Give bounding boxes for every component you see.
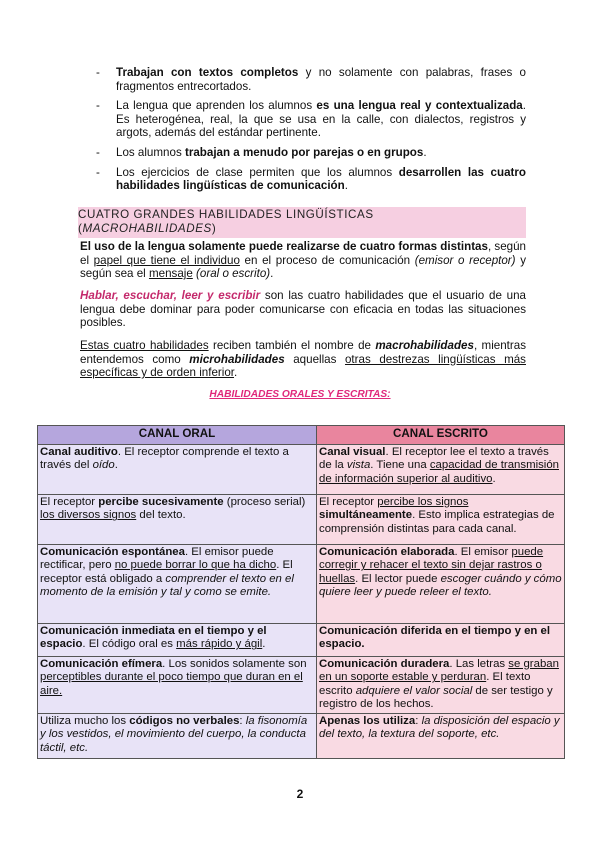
bold-italic-text: microhabilidades [189,352,285,366]
bold-text: Comunicación inmediata en el tiempo y el espacio [40,625,267,651]
bullet-dash: - [96,66,100,79]
table-row [38,445,565,495]
text: . [492,472,496,485]
underlined-text: Estas cuatro habilidades [80,339,209,352]
text: . El texto escrito [319,671,531,697]
text: , mientras entendemos como [80,339,527,366]
text: . [114,459,118,472]
text: : [239,715,246,727]
text: . El lector puede [355,572,441,585]
text: El receptor [40,496,99,508]
italic-text: (oral o escrito) [196,267,271,281]
cell-escrito [317,445,565,495]
italic-text: la fisonomía y los vestidos, el movimiento del cuerpo, la conducta táctil, etc. [40,715,308,754]
bold-text: El uso de la lengua solamente puede realizarse de cuatro formas distintas [80,240,488,253]
text: reciben también el nombre de [208,339,376,352]
cell-escrito [317,714,565,759]
text: : [415,715,422,727]
bold-text: Comunicación espontánea [40,546,185,558]
bold-text: simultáneamente [319,509,413,522]
text: . Esto implica estrategias de comprensión distintas para cada canal. [319,509,555,535]
text: . El emisor [454,546,512,558]
text: del texto. [136,509,186,522]
table-row [38,714,565,759]
text: (proceso serial) [223,496,306,508]
text: aquellas [284,352,345,366]
paren: ) [211,221,217,235]
text: . El código oral es [82,638,177,651]
cell-oral [38,657,317,714]
text: . El emisor puede rectificar, pero [40,546,274,572]
text: . El receptor comprende el texto a través del [40,446,289,472]
header-canal-oral: CANAL ORAL [38,426,317,445]
bold-text: Comunicación efímera [40,658,163,670]
underlined-text: los diversos signos [40,509,137,522]
bold-text: trabajan a menudo por parejas o en grupos [184,145,424,159]
underlined-text: más rápido y ágil [176,638,263,651]
paren: ( [78,221,83,235]
text: . Tiene una [370,459,430,472]
highlight-text: Hablar, escuchar, leer y escribir [80,289,261,302]
header-canal-escrito: CANAL ESCRITO [317,426,565,445]
text: . Es heterogénea, real, la que se usa en la calle, con dialectos, registros y argots, además del estándar pertinente. [116,99,526,140]
underlined-text: se graban en un soporte estable y perduran [319,658,559,684]
cell-oral [38,445,317,495]
section-heading-subtitle: MACROHABILIDADES [82,221,212,235]
cell-escrito [317,545,565,624]
italic-text: oído [92,459,115,472]
text: . [270,267,274,281]
bullet-list [96,66,526,199]
text: . [344,179,348,193]
text: en el proceso de comunicación [239,253,415,267]
bullet-dash: - [96,165,100,179]
cell-escrito [317,495,565,545]
page-number: 2 [296,787,304,801]
table-row [38,545,565,624]
cell-oral [38,624,317,657]
list-item [96,99,526,140]
text: son las cuatro habilidades que el usuario de una lengua debe dominar para poder comunicarse con eficacia en todas las situaciones posibles. [80,289,526,330]
text: Utiliza mucho los [40,715,130,727]
italic-text: la disposición del espacio y del texto, la textura del soporte, etc. [319,715,560,741]
bold-text: desarrollen las cuatro habilidades lingüísticas de comunicación [116,165,526,193]
bold-text: Trabajan con textos completos [116,66,299,79]
underlined-text: otras destrezas lingüísticas más específicas y de orden inferior [80,352,526,380]
bold-text: percibe sucesivamente [98,496,224,508]
text: . El receptor lee el texto a través de la [319,446,549,472]
text: . [262,638,266,651]
underlined-text: no puede borrar lo que ha dicho [114,559,277,572]
underlined-text: papel que tiene el individuo [93,253,240,267]
underlined-text: puede corregir y rehacer el texto sin dejar rastros o huellas [319,546,544,585]
paragraph [80,289,526,330]
text: . Los sonidos solamente son [162,658,307,670]
cell-escrito [317,624,565,657]
list-item [96,66,526,93]
comparison-table [37,425,565,759]
underlined-text: mensaje [148,267,193,281]
italic-text: (emisor o receptor) [414,253,516,267]
text: y según sea el [80,253,526,281]
paragraph [80,339,526,380]
cell-oral [38,714,317,759]
list-item [96,166,526,193]
bold-text: Comunicación diferida en el tiempo y en el espacio. [319,625,551,651]
bold-text: Canal visual [319,446,386,458]
table-header-row [38,426,565,445]
bold-text: Apenas los utiliza [319,715,416,727]
text: de ser testigo y registro de los hechos. [319,684,553,711]
section-heading-line: CUATRO GRANDES HABILIDADES LINGÜÍSTICAS [78,208,374,221]
table-caption: HABILIDADES ORALES Y ESCRITAS: [209,389,391,400]
bold-text: Comunicación elaborada [319,546,455,558]
italic-text: adquiere el valor social [355,684,473,697]
bold-text: Comunicación duradera [319,658,450,670]
text: , según el [80,240,527,267]
table-row [38,624,565,657]
bullet-dash: - [96,99,100,113]
bullet-dash: - [96,145,100,159]
text: . El receptor está obligado a [40,559,293,585]
text: La lengua que aprenden los alumnos [116,99,317,113]
list-item [96,146,526,160]
bold-text: es una lengua real y contextualizada [316,99,523,113]
italic-text: escoger cuándo y cómo quiere leer y puede releer el texto. [319,572,562,599]
section-heading [78,207,526,238]
underlined-text: perceptibles durante el poco tiempo que duran en el aire. [40,671,303,697]
underlined-text: capacidad de transmisión de información superior al auditivo [319,459,559,485]
text: . [423,145,427,159]
bold-text: Canal auditivo [40,446,118,458]
italic-text: comprender el texto en el momento de la emisión y tal y como se emite. [40,572,294,599]
text: . [234,366,238,380]
cell-escrito [317,657,565,714]
table-row [38,495,565,545]
text: Los alumnos [116,145,185,159]
italic-text: vista [346,459,371,472]
text: . Las letras [449,658,509,670]
paragraph [80,240,526,281]
bold-text: códigos no verbales [129,715,240,727]
cell-oral [38,495,317,545]
bold-italic-text: macrohabilidades [375,339,474,352]
text: Los ejercicios de clase permiten que los alumnos [116,165,399,179]
table-row [38,657,565,714]
text: y no solamente con palabras, frases o fragmentos entrecortados. [116,66,527,93]
text: El receptor [319,496,378,508]
underlined-text: percibe los signos [377,496,469,508]
cell-oral [38,545,317,624]
